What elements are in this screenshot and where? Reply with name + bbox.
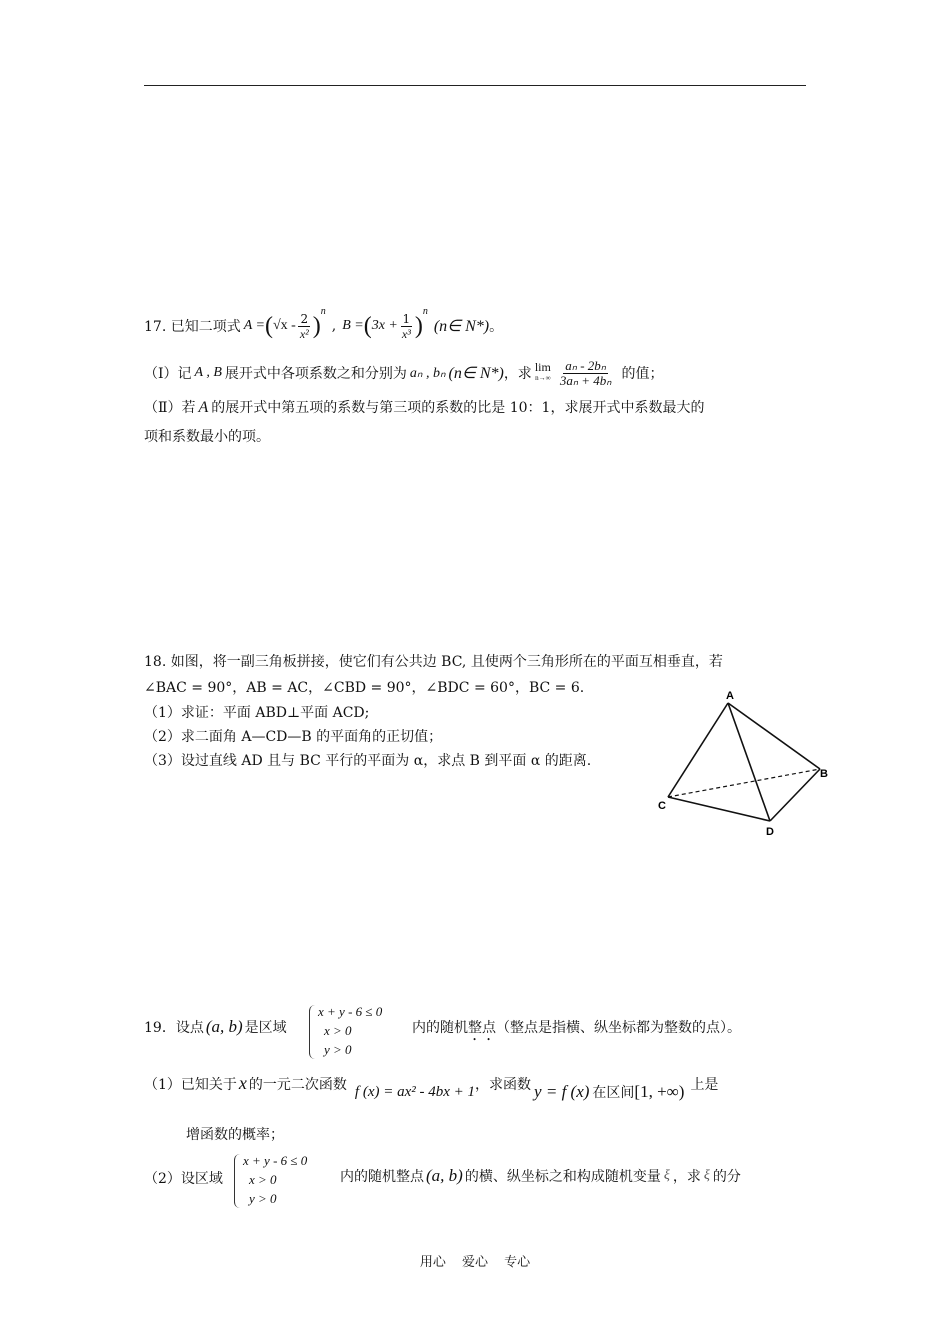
q18-line2: ∠BAC = 90°，AB = AC，∠CBD = 90°，∠BDC = 60°，BC = 6. [144, 680, 585, 696]
q17-statement: 17. 已知二项式 A = ( √x - $\frac{2}{\text{x²}}$ ) $^n$ , B = ( 3x + $\frac{1}{\text{x³}}$ ) $^n$ (n∈ N*) 。 [144, 306, 504, 341]
b-fraction: $\frac{1}{\text{x³}}$ [401, 311, 411, 341]
vertex-label-d: D [766, 826, 774, 838]
q18-part3: （3）设过直线 AD 且与 BC 平行的平面为 α，求点 B 到平面 α 的距离. [144, 753, 592, 769]
header-rule [144, 85, 806, 86]
a-fraction: $\frac{2}{\text{x²}}$ [299, 311, 309, 341]
q19-part2-left: （2）设区域 [144, 1171, 223, 1187]
footer-item: 用心 [419, 1255, 446, 1270]
q17-part1: （Ⅰ）记 A , B 展开式中各项系数之和分别为 aₙ , bₙ (n∈ N*) ，求 lim n→∞ $\frac{\text{aₙ - 2bₙ}}{\text{3aₙ + 4bₙ}}$ 的值； [144, 357, 664, 388]
q19-part1-line2: 增函数的概率； [186, 1127, 284, 1143]
q18-part1: （1）求证：平面 ABD⊥平面 ACD; [144, 705, 370, 721]
vertex-label-a: A [726, 690, 734, 702]
limit-fraction: $\frac{\text{aₙ - 2bₙ}}{\text{3aₙ + 4bₙ}}$ [559, 357, 612, 388]
system-brace-2 [234, 1154, 241, 1208]
inequality-system-1: x + y - 6 ≤ 0 x > 0 y > 0 [318, 1004, 383, 1057]
limit-expression: lim n→∞ [534, 360, 551, 382]
footer-item: 专心 [504, 1255, 531, 1270]
q17-part2-line1: （Ⅱ）若 A 的展开式中第五项的系数与第三项的系数的比是 10：1，求展开式中系数最大的 [144, 399, 705, 416]
vertex-label-c: C [658, 800, 666, 812]
q18-part2: （2）求二面角 A—CD—B 的平面角的正切值； [144, 729, 443, 745]
q17-part2-line2: 项和系数最小的项。 [144, 429, 270, 445]
footer-item: 爱心 [461, 1255, 488, 1270]
q19-part2-right: 内的随机整点 (a, b) 的横、纵坐标之和构成随机变量 ξ ，求 ξ 的分 [340, 1166, 741, 1185]
tetrahedron-figure [650, 685, 840, 845]
vertex-label-b: B [820, 768, 828, 780]
page-footer [0, 1251, 950, 1270]
q19-line1-right: 内的随机整点（整点是指横、纵坐标都为整数的点）。 [412, 1020, 741, 1036]
inequality-system-2: x + y - 6 ≤ 0 x > 0 y > 0 [243, 1153, 308, 1206]
system-brace-1 [309, 1005, 316, 1059]
q18-line1: 18. 如图，将一副三角板拼接，使它们有公共边 BC, 且使两个三角形所在的平面互相垂直，若 [144, 654, 723, 670]
q19-line1-left: 19．设点 (a, b) 是区域 [144, 1017, 287, 1036]
q19-part1-line1: （1）已知关于 x 的一元二次函数 f (x) = ax² - 4bx + 1 ，求函数 y = f (x) 在区间 [1, +∞) 上是 [144, 1073, 719, 1101]
